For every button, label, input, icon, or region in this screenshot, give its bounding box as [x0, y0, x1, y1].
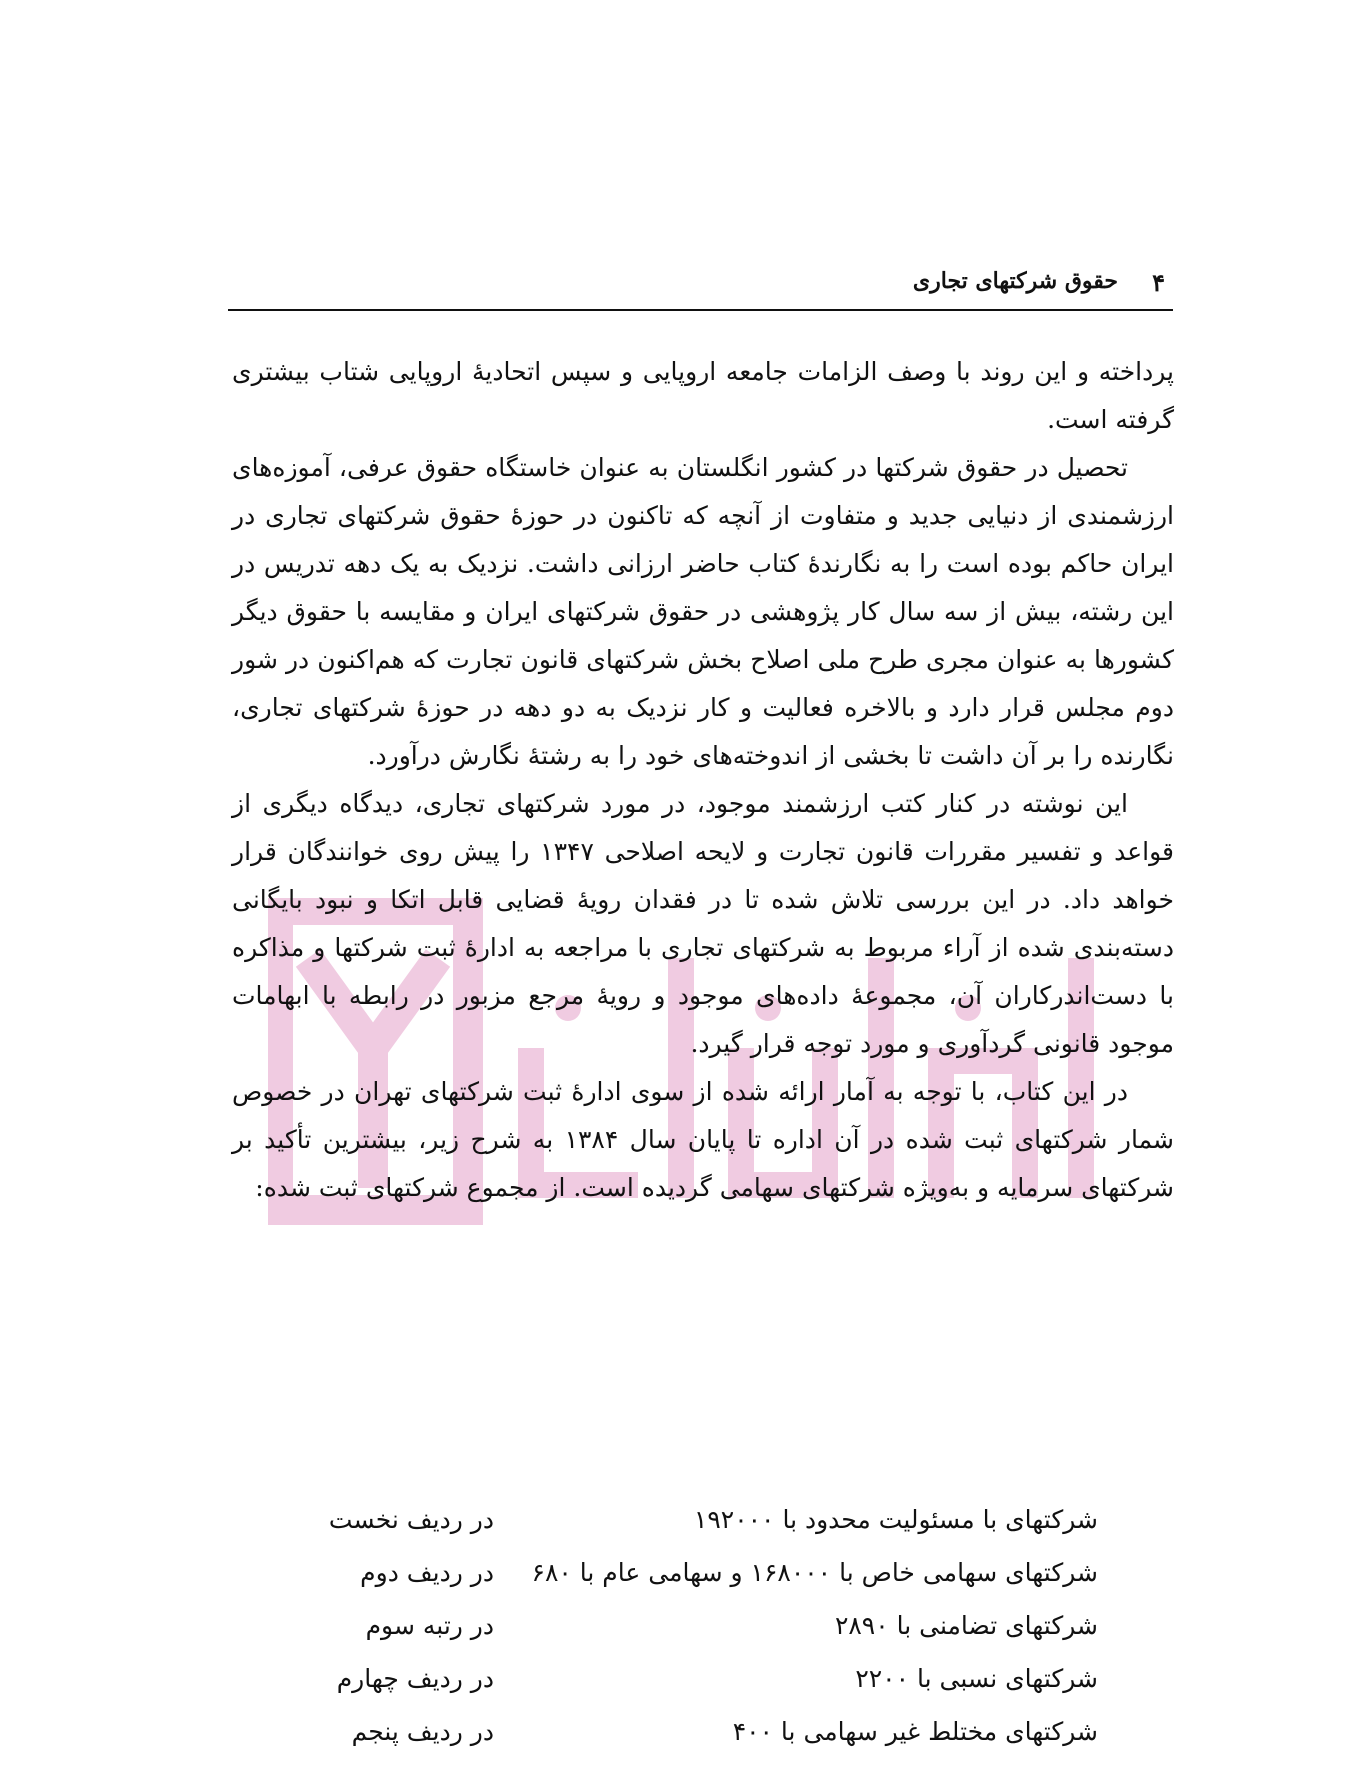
paragraph-study-background: تحصیل در حقوق شرکتها در کشور انگلستان به عنوان خاستگاه حقوق عرفی، آموزه‌های ارزشمندی از دنیایی جدید و متفاوت از آنچه که تاکنون در حوزهٔ حقوق شرکتهای تجاری در ایران حاکم بوده است را به نگارندهٔ کتاب حاضر ارزانی داشت. نزدیک به یک دهه تدریس در این رشته، بیش از سه سال کار پژوهشی در حقوق شرکتهای ایران و مقایسه با حقوق دیگر کشورها به عنوان مجری طرح ملی اصلاح بخش شرکتهای قانون تجارت که هم‌اکنون در شور دوم مجلس قرار دارد و بالاخره فعالیت و کار نزدیک به دو دهه در حوزهٔ شرکتهای تجاری، نگارنده را بر آن داشت تا بخشی از اندوخته‌های خود را به رشتهٔ نگارش درآورد.	[232, 453, 1174, 770]
stat-row	[232, 1664, 1174, 1717]
stat-description: شرکتهای نسبی با ۲۲۰۰	[855, 1664, 1098, 1693]
stat-description: شرکتهای مختلط غیر سهامی با ۴۰۰	[732, 1717, 1098, 1746]
header-rule	[228, 309, 1173, 311]
company-statistics-list	[232, 1505, 1174, 1770]
body-text	[232, 348, 1174, 1212]
page-header	[228, 268, 1173, 304]
stat-row	[232, 1558, 1174, 1611]
stat-rank: در ردیف چهارم	[336, 1664, 494, 1693]
stat-rank: در ردیف دوم	[360, 1558, 494, 1587]
page-number: ۴	[1152, 268, 1165, 297]
stat-description: شرکتهای سهامی خاص با ۱۶۸۰۰۰ و سهامی عام با ۶۸۰	[531, 1558, 1098, 1587]
paragraph-statistics-intro: در این کتاب، با توجه به آمار ارائه شده از سوی ادارهٔ ثبت شرکتهای تهران در خصوص شمار شرکتهای ثبت شده در آن اداره تا پایان سال ۱۳۸۴ به شرح زیر، بیشترین تأکید بر شرکتهای سرمایه و به‌ویژه شرکتهای سهامی گردیده است. از مجموع شرکتهای ثبت شده:	[232, 1077, 1174, 1202]
stat-rank: در رتبه سوم	[365, 1611, 494, 1640]
stat-rank: در ردیف نخست	[328, 1505, 494, 1534]
stat-description: شرکتهای تضامنی با ۲۸۹۰	[834, 1611, 1098, 1640]
stat-row	[232, 1611, 1174, 1664]
stat-description: شرکتهای با مسئولیت محدود با ۱۹۲۰۰۰	[693, 1505, 1098, 1534]
running-title: حقوق شرکتهای تجاری	[912, 268, 1118, 294]
stat-row	[232, 1717, 1174, 1770]
paragraph-book-purpose: این نوشته در کنار کتب ارزشمند موجود، در مورد شرکتهای تجاری، دیدگاه دیگری از قواعد و تفسیر مقررات قانون تجارت و لایحه اصلاحی ۱۳۴۷ را پیش روی خوانندگان قرار خواهد داد. در این بررسی تلاش شده تا در فقدان رویهٔ قضایی قابل اتکا و نبود بایگانی دسته‌بندی شده از آراء مربوط به شرکتهای تجاری با مراجعه به ادارهٔ ثبت شرکتها و مذاکره با دست‌اندرکاران آن، مجموعهٔ داده‌های موجود و رویهٔ مرجع مزبور در رابطه با ابهامات موجود قانونی گردآوری و مورد توجه قرار گیرد.	[232, 789, 1174, 1058]
paragraph-continuation: پرداخته و این روند با وصف الزامات جامعه اروپایی و سپس اتحادیهٔ اروپایی شتاب بیشتری گرفته است.	[232, 357, 1174, 434]
stat-rank: در ردیف پنجم	[351, 1717, 494, 1746]
stat-row	[232, 1505, 1174, 1558]
